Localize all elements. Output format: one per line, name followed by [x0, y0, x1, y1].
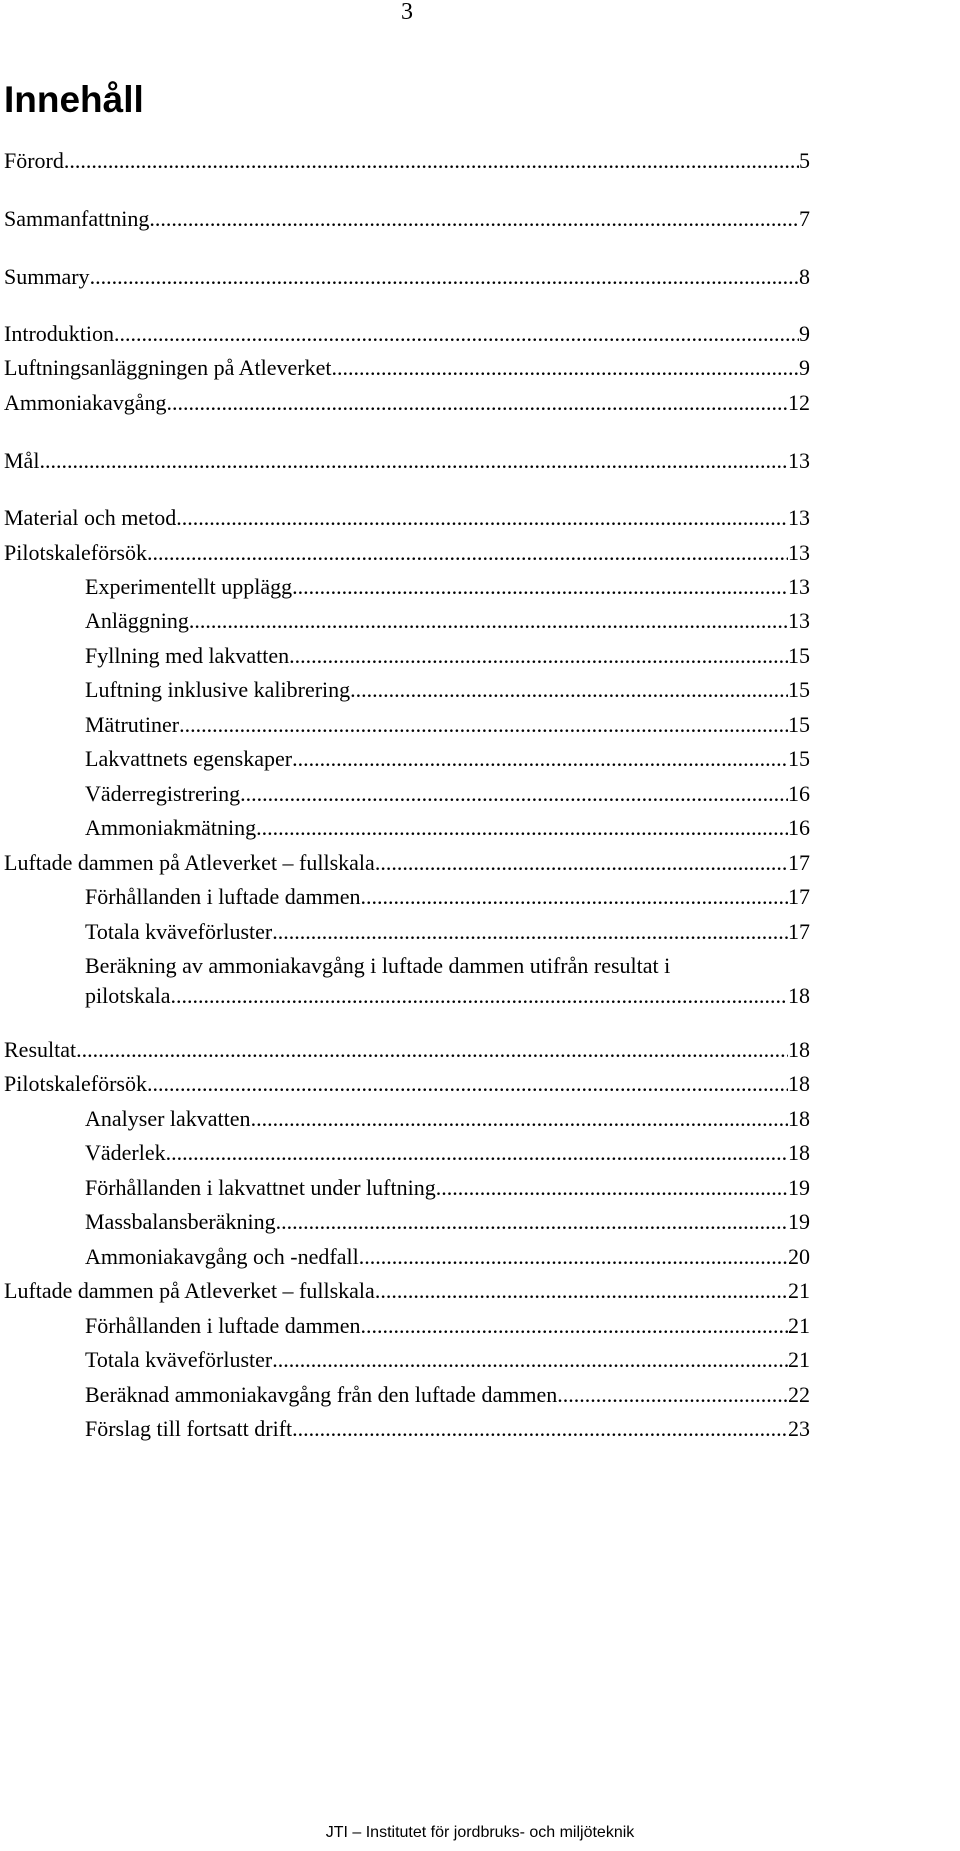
toc-leader-dots [39, 446, 788, 476]
toc-entry[interactable] [4, 503, 810, 533]
toc-entry-title: Förhållanden i lakvattnet under luftning [85, 1175, 436, 1200]
toc-entry-title: Mätrutiner [85, 712, 180, 737]
toc-entry-title: Material och metod [4, 505, 177, 530]
toc-entry-title: Förslag till fortsatt drift [85, 1416, 293, 1441]
toc-leader-dots [76, 1035, 788, 1065]
toc-leader-dots [272, 917, 788, 947]
toc-entry-page: 13 [788, 448, 810, 473]
toc-entry-title: Förhållanden i luftade dammen [85, 884, 361, 909]
toc-leader-dots [171, 981, 788, 1011]
toc-entry-title: Luftning inklusive kalibrering [85, 677, 351, 702]
toc-leader-dots [251, 1104, 788, 1134]
toc-leader-dots [292, 1414, 788, 1444]
toc-entry-page: 21 [788, 1313, 810, 1338]
toc-entry-title: Introduktion [4, 321, 114, 346]
toc-leader-dots [557, 1380, 788, 1410]
toc-entry[interactable] [85, 1380, 810, 1410]
toc-entry-title: Lakvattnets egenskaper [85, 746, 293, 771]
toc-entry-page: 21 [788, 1347, 810, 1372]
toc-leader-dots [276, 1207, 788, 1237]
toc-entry-title: Sammanfattning [4, 206, 150, 231]
toc-entry-title: Beräkning av ammoniakavgång i luftade dammen utifrån resultat i [85, 953, 671, 978]
toc-entry[interactable] [4, 353, 810, 383]
toc-entry[interactable] [4, 1035, 810, 1065]
toc-entry-page: 19 [788, 1209, 810, 1234]
toc-entry-page: 13 [788, 540, 810, 565]
toc-entry[interactable] [85, 1414, 810, 1444]
toc-entry-page: 23 [788, 1416, 810, 1441]
toc-entry-page: 7 [799, 206, 810, 231]
toc-entry-page: 15 [788, 746, 810, 771]
toc-entry-title: Pilotskaleförsök [4, 540, 147, 565]
toc-leader-dots [331, 353, 799, 383]
toc-leader-dots [361, 882, 788, 912]
toc-entry[interactable] [4, 1276, 810, 1306]
toc-leader-dots [64, 146, 799, 176]
toc-leader-dots [361, 1311, 788, 1341]
toc-entry-page: 13 [788, 505, 810, 530]
toc-leader-dots [359, 1242, 788, 1272]
toc-leader-dots [147, 538, 788, 568]
toc-leader-dots [375, 848, 788, 878]
toc-entry[interactable] [85, 1242, 810, 1272]
page-title: Innehåll [4, 79, 144, 120]
toc-leader-dots [240, 779, 788, 809]
toc-entry-page: 18 [788, 1106, 810, 1131]
toc-entry-title: Ammoniakavgång [4, 390, 167, 415]
toc-entry-page: 21 [788, 1278, 810, 1303]
toc-entry-page: 9 [799, 355, 810, 380]
toc-leader-dots [149, 204, 799, 234]
toc-entry-title: Experimentellt upplägg [85, 574, 293, 599]
toc-leader-dots [256, 813, 788, 843]
toc-entry[interactable] [85, 1104, 810, 1134]
toc-entry[interactable] [4, 1069, 810, 1099]
toc-entry-page: 17 [788, 850, 810, 875]
toc-entry-page: 13 [788, 574, 810, 599]
toc-leader-dots [189, 606, 788, 636]
toc-entry[interactable] [85, 1207, 810, 1237]
toc-entry[interactable] [4, 204, 810, 234]
toc-entry[interactable] [85, 1345, 810, 1375]
toc-entry-title: Anläggning [85, 608, 189, 633]
toc-entry-title: Beräknad ammoniakavgång från den luftade dammen [85, 1382, 558, 1407]
toc-entry-title: Väderregistrering [85, 781, 241, 806]
toc-leader-dots [166, 1138, 788, 1168]
toc-entry-title: Ammoniakmätning [85, 815, 257, 840]
toc-entry-title: Summary [4, 264, 90, 289]
toc-entry-title: Resultat [4, 1037, 77, 1062]
toc-leader-dots [272, 1345, 788, 1375]
toc-entry-page: 20 [788, 1244, 810, 1269]
toc-entry-title: Totala kväveförluster [85, 1347, 273, 1372]
toc-entry-page: 15 [788, 712, 810, 737]
toc-entry[interactable] [85, 1173, 810, 1203]
toc-entry-title: Luftningsanläggningen på Atleverket [4, 355, 332, 380]
toc-entry-title: Luftade dammen på Atleverket – fullskala [4, 850, 375, 875]
toc-entry[interactable] [85, 744, 810, 774]
toc-entry-page: 9 [799, 321, 810, 346]
toc-entry[interactable] [4, 319, 810, 349]
toc-leader-dots [350, 675, 788, 705]
toc-entry[interactable] [85, 572, 810, 602]
toc-entry-page: 15 [788, 643, 810, 668]
toc-entry-page: 16 [788, 781, 810, 806]
toc-leader-dots [167, 388, 788, 418]
toc-entry[interactable] [4, 538, 810, 568]
toc-entry-page: 12 [788, 390, 810, 415]
toc-leader-dots [176, 503, 788, 533]
toc-entry[interactable] [85, 813, 810, 843]
toc-entry-title: Luftade dammen på Atleverket – fullskala [4, 1278, 375, 1303]
toc-entry[interactable] [4, 146, 810, 176]
toc-entry-page: 19 [788, 1175, 810, 1200]
toc-entry-page: 17 [788, 919, 810, 944]
toc-entry[interactable] [4, 262, 810, 292]
toc-entry-title: Fyllning med lakvatten [85, 643, 290, 668]
toc-entry-page: 5 [799, 148, 810, 173]
toc-leader-dots [147, 1069, 788, 1099]
toc-entry-title-continued: pilotskala [85, 983, 171, 1008]
toc-entry[interactable] [85, 882, 810, 912]
toc-leader-dots [289, 641, 788, 671]
toc-entry[interactable] [4, 848, 810, 878]
toc-leader-dots [292, 744, 788, 774]
toc-entry-page: 18 [788, 1140, 810, 1165]
toc-entry-page: 13 [788, 608, 810, 633]
toc-entry-continuation[interactable] [85, 981, 810, 1011]
toc-entry-title: Ammoniakavgång och -nedfall [85, 1244, 359, 1269]
toc-entry[interactable] [85, 606, 810, 636]
toc-entry[interactable] [85, 641, 810, 671]
toc-entry-page: 15 [788, 677, 810, 702]
toc-entry-title: Förord [4, 148, 64, 173]
toc-entry[interactable] [85, 917, 810, 947]
toc-entry[interactable] [85, 675, 810, 705]
toc-entry-page: 8 [799, 264, 810, 289]
toc-leader-dots [375, 1276, 788, 1306]
page-number: 3 [401, 0, 413, 25]
toc-entry-title: Totala kväveförluster [85, 919, 273, 944]
toc-entry[interactable] [4, 388, 810, 418]
toc-leader-dots [90, 262, 799, 292]
toc-leader-dots [436, 1173, 788, 1203]
toc-entry-page: 17 [788, 884, 810, 909]
toc-entry-page: 16 [788, 815, 810, 840]
toc-entry-title: Massbalansberäkning [85, 1209, 276, 1234]
toc-entry[interactable] [85, 710, 810, 740]
toc-entry-title: Pilotskaleförsök [4, 1071, 147, 1096]
toc-entry-page: 18 [788, 1037, 810, 1062]
page-footer: JTI – Institutet för jordbruks- och miljöteknik [325, 1824, 635, 1841]
toc-entry-page: 22 [788, 1382, 810, 1407]
toc-entry[interactable] [4, 446, 810, 476]
toc-entry[interactable] [85, 1311, 810, 1341]
toc-leader-dots [292, 572, 788, 602]
toc-entry-title: Väderlek [85, 1140, 166, 1165]
toc-leader-dots [114, 319, 799, 349]
toc-entry-title: Analyser lakvatten [85, 1106, 251, 1131]
toc-entry-title: Mål [4, 448, 40, 473]
toc-entry-title: Förhållanden i luftade dammen [85, 1313, 361, 1338]
toc-entry[interactable] [85, 1138, 810, 1168]
toc-entry[interactable] [85, 779, 810, 809]
toc-entry-page: 18 [788, 983, 810, 1008]
toc-leader-dots [179, 710, 788, 740]
toc-entry-page: 18 [788, 1071, 810, 1096]
